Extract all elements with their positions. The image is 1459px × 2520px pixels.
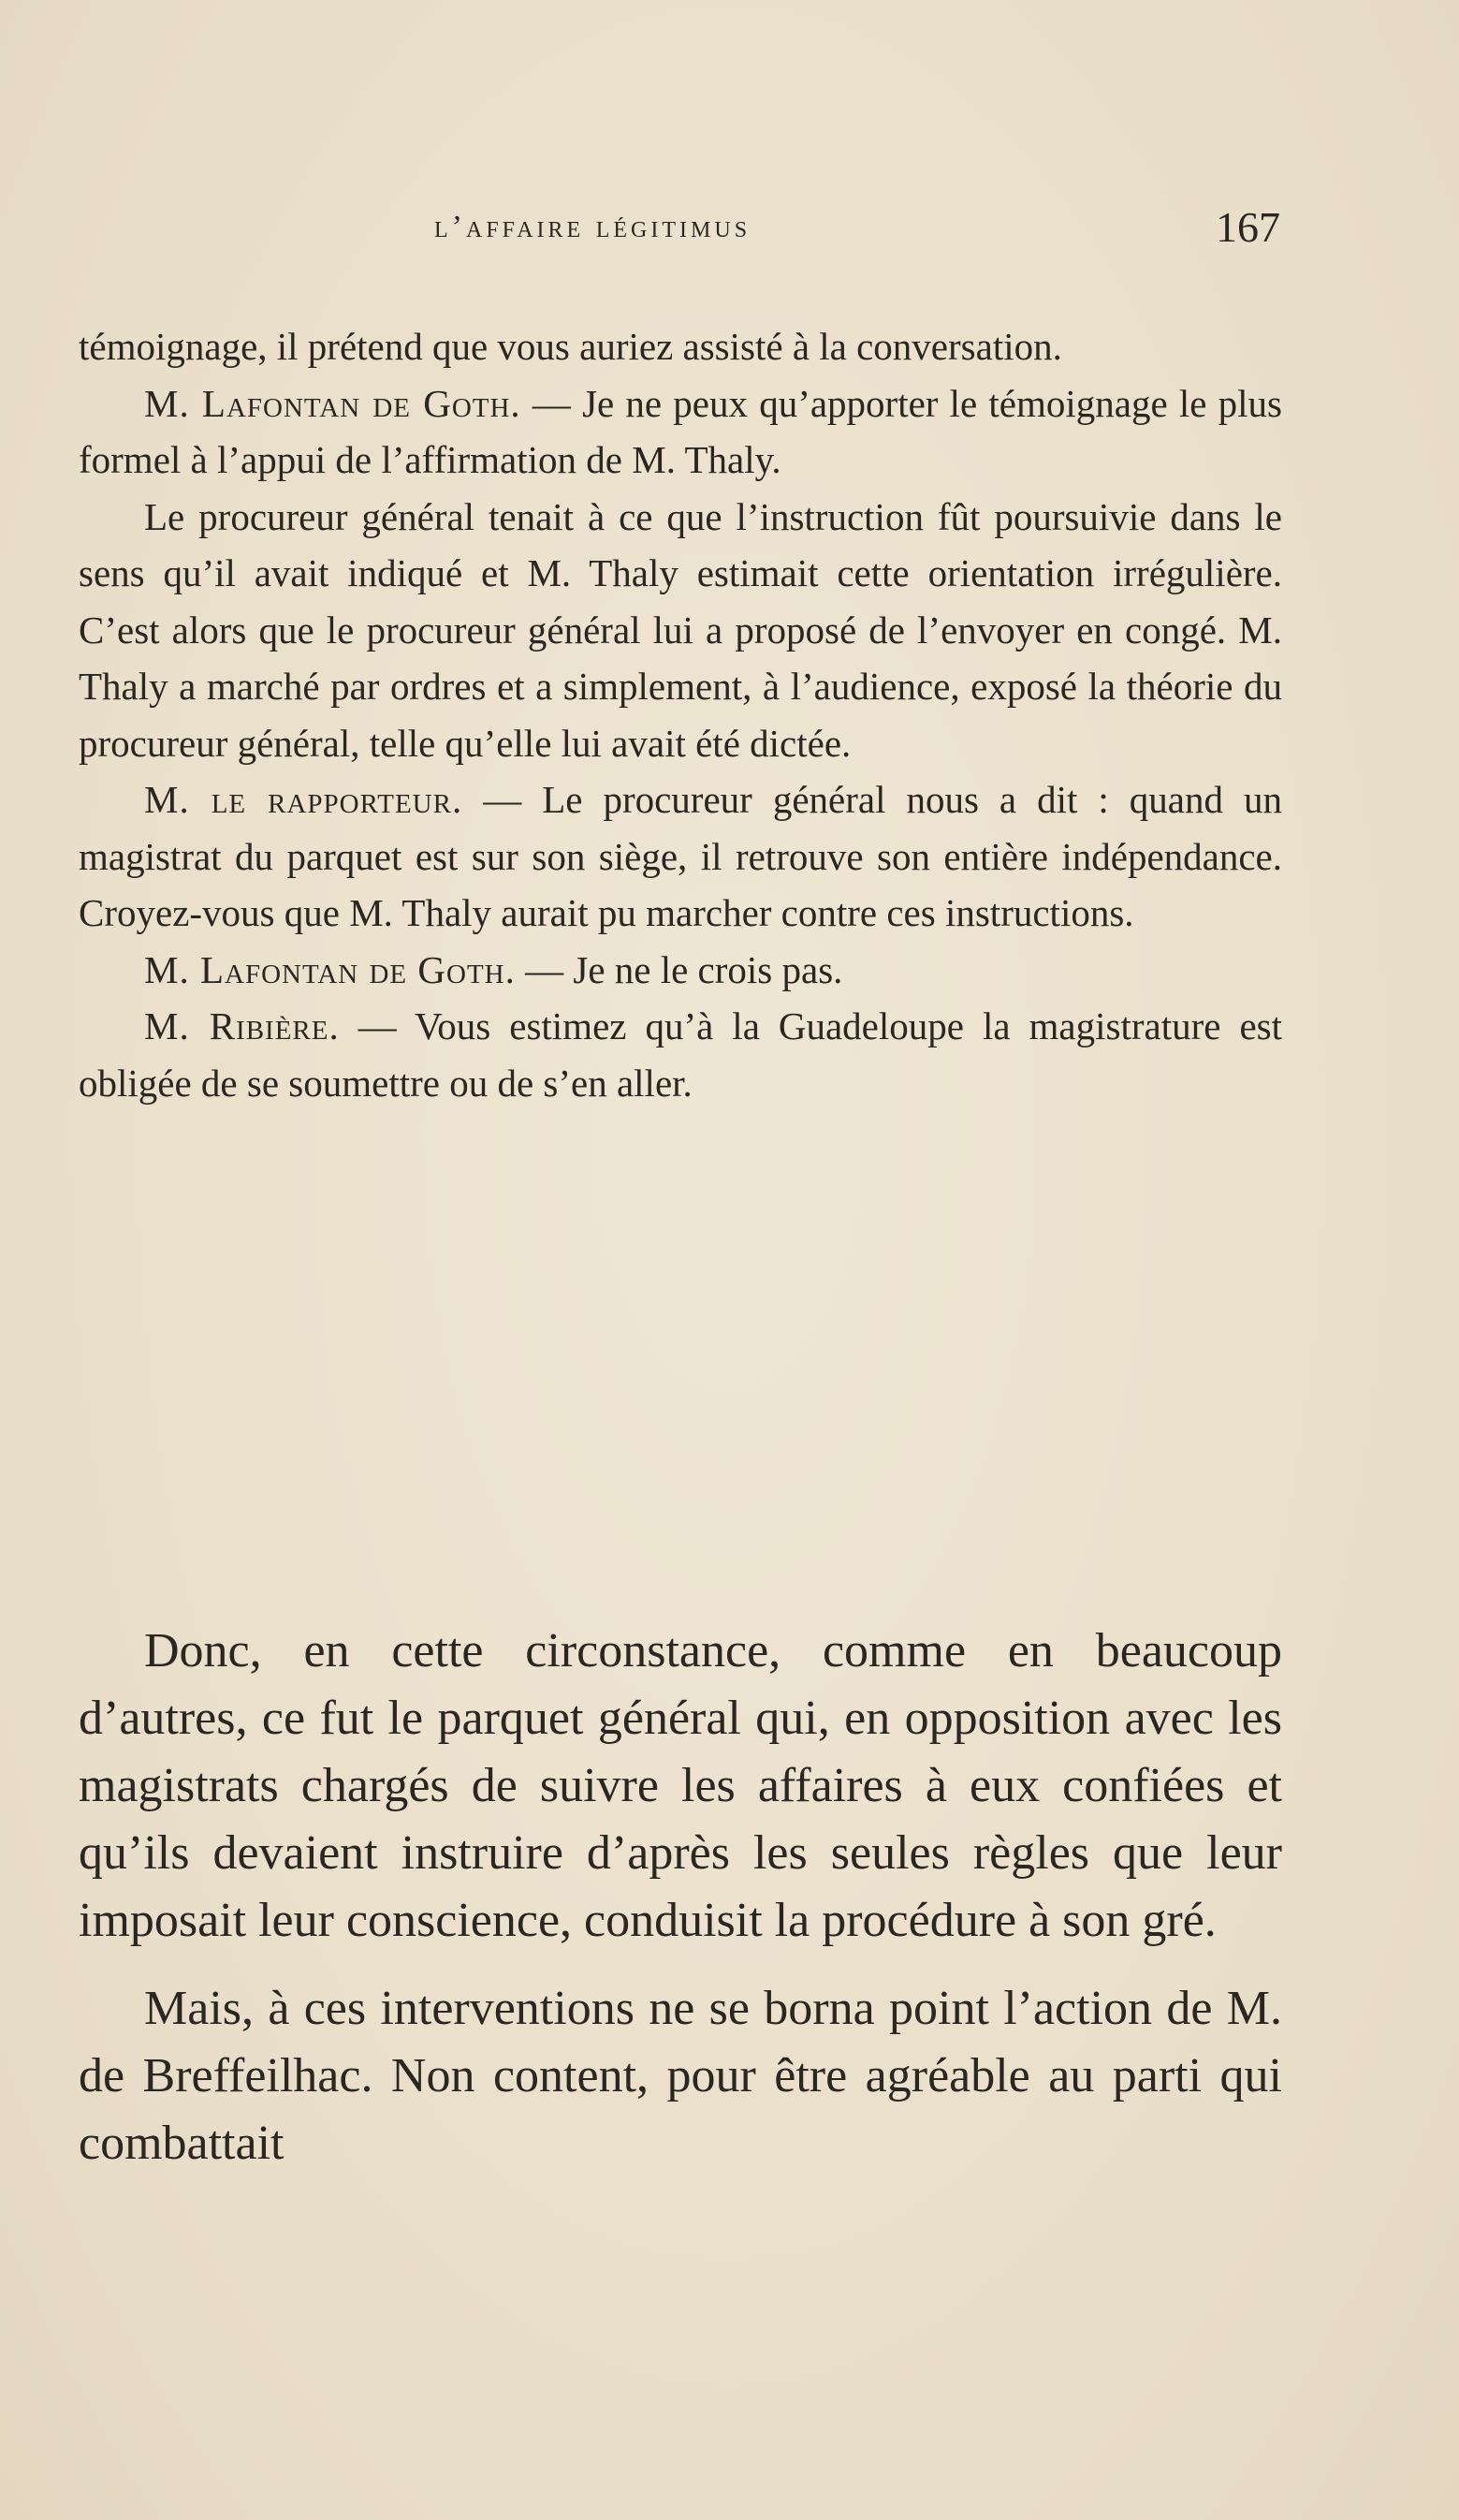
testimony-paragraph (79, 375, 1282, 489)
testimony-paragraph (79, 771, 1282, 942)
testimony-text: — Vous estimez qu’à la Guadeloupe la magistrature est obligée de se soumettre ou de s’en aller. (79, 1004, 1282, 1105)
testimony-text: Le procureur général tenait à ce que l’instruction fût poursuivie dans le sens qu’il avait indiqué et M. Thaly estimait cette orientation irrégulière. C’est alors que le procureur général lui a proposé de l’envoyer en congé. M. Thaly a marché par ordres et a simplement, à l’audience, exposé la théorie du procureur général, telle qu’elle lui avait été dictée. (79, 494, 1282, 765)
testimony-text: — Je ne peux qu’apporter le témoignage le plus formel à l’appui de l’affirmation de M. Thaly. (79, 381, 1282, 481)
narrative-paragraph: Donc, en cette circonstance, comme en beaucoup d’autres, ce fut le parquet général qui, en opposition avec les magistrats chargés de suivre les affaires à eux confiées et qu’ils devaient instruire d’après les seules règles que leur imposait leur conscience, conduisit la procédure à son gré. (79, 1624, 1282, 1947)
speaker-name: M. le rapporteur. (144, 778, 463, 821)
testimony-text: — Je ne le crois pas. (515, 947, 843, 991)
testimony-paragraph (79, 942, 1282, 999)
speaker-name: M. Lafontan de Goth. (144, 381, 521, 425)
testimony-text: témoignage, il prétend que vous auriez assisté à la conversation. (79, 325, 1062, 368)
page-header (79, 203, 1280, 262)
testimony-block (79, 318, 1282, 1111)
testimony-paragraph (79, 998, 1282, 1111)
testimony-paragraph (79, 489, 1282, 772)
page-number: 167 (1216, 203, 1280, 251)
speaker-name: M. Ribière. (144, 1004, 340, 1048)
narrative-block (79, 1618, 1282, 2198)
narrative-paragraph: Mais, à ces interventions ne se borna point l’action de M. de Breffeilhac. Non content, pour être agréable au parti qui combattait (79, 1982, 1282, 2170)
testimony-paragraph (79, 318, 1282, 375)
testimony-text: — Le procureur général nous a dit : quand un magistrat du parquet est sur son siège, il retrouve son entière indépendance. Croyez-vous que M. Thaly aurait pu marcher contre ces instructions. (79, 778, 1283, 934)
speaker-name: M. Lafontan de Goth. (144, 947, 516, 991)
running-title: l’affaire légitimus (434, 210, 751, 244)
